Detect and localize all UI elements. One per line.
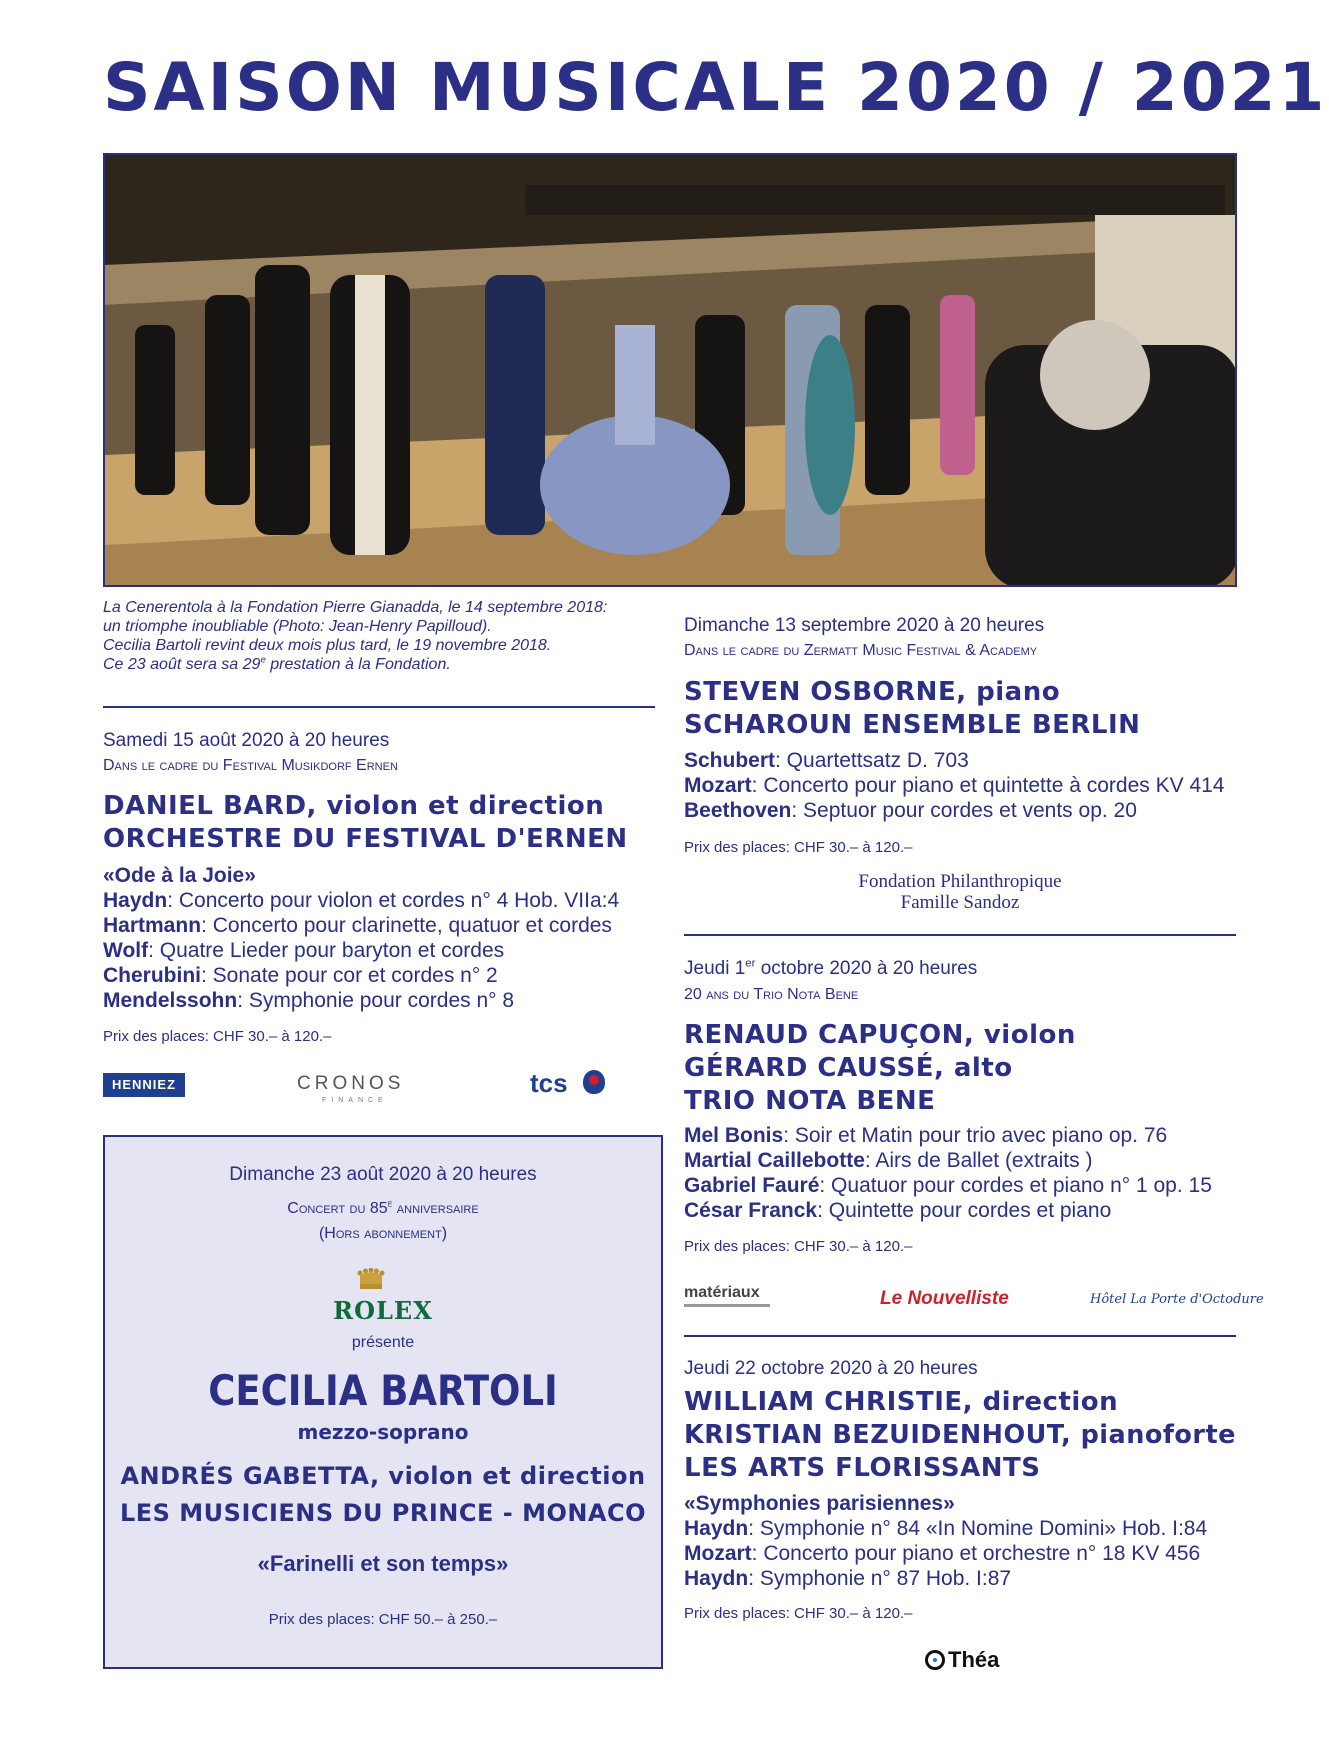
concert1-date: Samedi 15 août 2020 à 20 heures <box>103 730 390 751</box>
caption-line <box>103 655 683 674</box>
caption-text: prestation à la Fondation. <box>265 656 451 673</box>
concert1-program-item: Cherubini: Sonate pour cor et cordes n° 2 <box>103 964 498 987</box>
concert3-program-item: Schubert: Quartettsatz D. 703 <box>684 749 969 772</box>
concert-photo <box>103 153 1237 587</box>
concert1-performer: ORCHESTRE DU FESTIVAL D'ERNEN <box>103 824 628 854</box>
concert3-program-item: Mozart: Concerto pour piano et quintette à cordes KV 414 <box>684 774 1225 797</box>
concert5-performer: WILLIAM CHRISTIE, direction <box>684 1387 1119 1417</box>
concert4-program-item: César Franck: Quintette pour cordes et piano <box>684 1199 1112 1222</box>
concert2-presents: présente <box>351 1334 415 1351</box>
sandoz-logo <box>684 871 1236 913</box>
rolex-logo: ROLEX <box>333 1296 433 1325</box>
concert3-context: Dans le cadre du Zermatt Music Festival & Academy <box>684 642 1038 659</box>
concert1-price: Prix des places: CHF 30.– à 120.– <box>103 1028 332 1045</box>
concert1-context: Dans le cadre du Festival Musikdorf Ernen <box>103 757 398 774</box>
concert4-performer: TRIO NOTA BENE <box>684 1086 936 1116</box>
concert4-date: Jeudi 1er octobre 2020 à 20 heures <box>684 957 978 979</box>
concert1-program-item: Mendelssohn: Symphonie pour cordes n° 8 <box>103 989 515 1012</box>
concert2-context: Concert du 85e anniversaire <box>287 1198 479 1217</box>
concert5-date: Jeudi 22 octobre 2020 à 20 heures <box>684 1358 978 1379</box>
stage-photo-illustration <box>105 155 1237 587</box>
nouvelliste-logo: Le Nouvelliste <box>880 1288 1009 1309</box>
concert5-performer: KRISTIAN BEZUIDENHOUT, pianoforte <box>684 1420 1236 1450</box>
concert5-program-item: Mozart: Concerto pour piano et orchestre n° 18 KV 456 <box>684 1542 1201 1565</box>
tcs-logo: tcs <box>530 1068 568 1098</box>
concert2-voice: mezzo-soprano <box>297 1420 469 1444</box>
concert1-performer: DANIEL BARD, violon et direction <box>103 791 605 821</box>
concert1-program-item: Haydn: Concerto pour violon et cordes n° 4 Hob. VIIa:4 <box>103 889 620 912</box>
concert3-price: Prix des places: CHF 30.– à 120.– <box>684 839 913 856</box>
caption-text: Ce 23 août sera sa 29 <box>103 656 261 673</box>
concert1-program-item: Wolf: Quatre Lieder pour baryton et cordes <box>103 939 505 962</box>
materiaux-underline <box>684 1304 770 1307</box>
concert2-star: CECILIA BARTOLI <box>208 1366 558 1415</box>
page-title: SAISON MUSICALE 2020 / 2021 <box>103 49 1328 126</box>
caption-line: Cecilia Bartoli revint deux mois plus tard, le 19 novembre 2018. <box>103 637 552 654</box>
concert4-program-item: Mel Bonis: Soir et Matin pour trio avec piano op. 76 <box>684 1124 1168 1147</box>
caption-sup: e <box>260 654 266 666</box>
caption-line: La Cenerentola à la Fondation Pierre Gianadda, le 14 septembre 2018: <box>103 599 608 616</box>
concert3-performer: SCHAROUN ENSEMBLE BERLIN <box>684 710 1141 740</box>
concert5-price: Prix des places: CHF 30.– à 120.– <box>684 1605 913 1622</box>
concert2-performer: ANDRÉS GABETTA, violon et direction <box>120 1462 646 1490</box>
concert4-program-item: Gabriel Fauré: Quatuor pour cordes et piano n° 1 op. 15 <box>684 1174 1212 1197</box>
concert5-program-item: Haydn: Symphonie n° 84 «In Nomine Domini» Hob. I:84 <box>684 1517 1208 1540</box>
henniez-logo: HENNIEZ <box>103 1073 185 1097</box>
concert5-subtitle: «Symphonies parisiennes» <box>684 1492 955 1515</box>
caption-line: un triomphe inoubliable (Photo: Jean-Henry Papilloud). <box>103 618 492 635</box>
thea-logo-icon <box>925 1650 945 1670</box>
concert2-date: Dimanche 23 août 2020 à 20 heures <box>229 1164 537 1185</box>
concert3-date: Dimanche 13 septembre 2020 à 20 heures <box>684 615 1045 636</box>
thea-logo: Théa <box>948 1647 1000 1672</box>
divider <box>684 934 1236 936</box>
divider <box>684 1335 1236 1337</box>
photo-caption <box>103 598 683 674</box>
sandoz-logo-line: Fondation Philanthropique <box>858 871 1062 892</box>
concert4-price: Prix des places: CHF 30.– à 120.– <box>684 1238 913 1255</box>
concert4-performer: GÉRARD CAUSSÉ, alto <box>684 1053 1013 1083</box>
concert4-performer: RENAUD CAPUÇON, violon <box>684 1020 1076 1050</box>
divider <box>103 706 655 708</box>
concert2-price: Prix des places: CHF 50.– à 250.– <box>268 1611 498 1628</box>
concert5-program-item: Haydn: Symphonie n° 87 Hob. I:87 <box>684 1567 1012 1590</box>
concert5-performer: LES ARTS FLORISSANTS <box>684 1453 1041 1483</box>
concert2-subtitle: «Farinelli et son temps» <box>257 1551 509 1576</box>
concert4-program-item: Martial Caillebotte: Airs de Ballet (extraits ) <box>684 1149 1093 1172</box>
concert2-performer: LES MUSICIENS DU PRINCE - MONACO <box>119 1499 647 1527</box>
concert2-context-2: (Hors abonnement) <box>318 1225 448 1242</box>
sandoz-logo-line: Famille Sandoz <box>900 892 1020 913</box>
concert1-subtitle: «Ode à la Joie» <box>103 864 256 887</box>
materiaux-logo: matériaux <box>684 1284 760 1301</box>
hotel-logo: Hôtel La Porte d'Octodure <box>1090 1292 1264 1307</box>
concert3-performer: STEVEN OSBORNE, piano <box>684 677 1061 707</box>
concert1-program-item: Hartmann: Concerto pour clarinette, quatuor et cordes <box>103 914 612 937</box>
tcs-shield-icon <box>583 1070 605 1094</box>
cronos-logo: CRONOS <box>297 1073 405 1094</box>
concert4-context: 20 ans du Trio Nota Bene <box>684 986 859 1003</box>
concert3-program-item: Beethoven: Septuor pour cordes et vents op. 20 <box>684 799 1137 822</box>
rolex-crown-icon <box>357 1268 385 1292</box>
cronos-finance-text: FINANCE <box>322 1097 388 1104</box>
